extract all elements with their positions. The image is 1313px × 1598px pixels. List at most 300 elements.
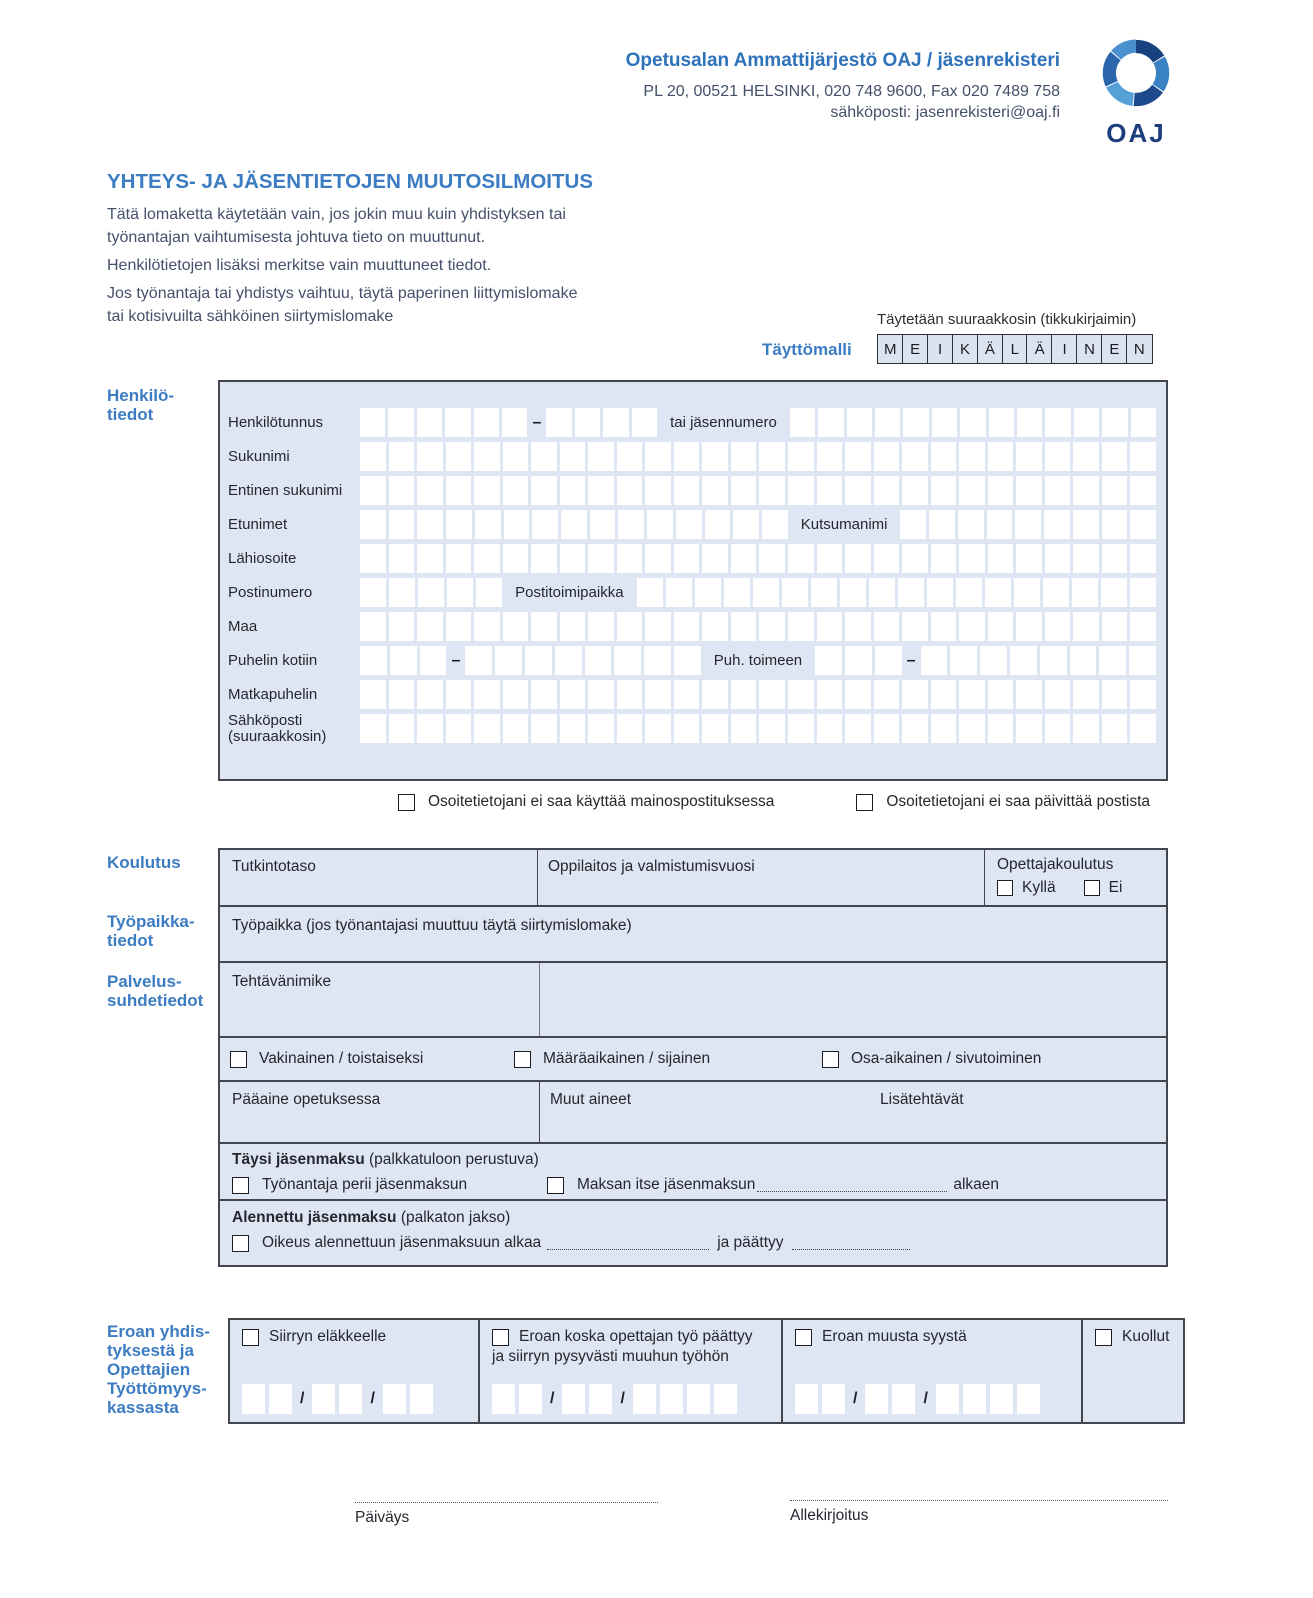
input-cell[interactable] (560, 612, 586, 641)
input-cell[interactable] (815, 646, 842, 675)
input-cell[interactable] (988, 714, 1014, 743)
input-cell[interactable] (950, 646, 977, 675)
input-cell[interactable] (614, 646, 641, 675)
input-cell[interactable] (617, 714, 643, 743)
input-cell[interactable] (988, 476, 1014, 505)
input-cell[interactable] (618, 510, 644, 539)
input-cell[interactable] (1072, 578, 1098, 607)
input-cell[interactable] (674, 646, 701, 675)
input-cell[interactable] (902, 442, 928, 471)
date-digit-cell[interactable] (633, 1384, 656, 1414)
input-cell[interactable] (645, 544, 671, 573)
signature-line[interactable] (790, 1487, 1168, 1501)
optout-mailing-checkbox[interactable] (398, 794, 415, 811)
input-cell[interactable] (959, 680, 985, 709)
date-digit-cell[interactable] (383, 1384, 406, 1414)
input-cell[interactable] (503, 544, 529, 573)
input-cell[interactable] (417, 714, 443, 743)
resignation-checkbox[interactable] (1095, 1329, 1112, 1346)
input-cell[interactable] (845, 646, 872, 675)
input-cell[interactable] (790, 408, 815, 437)
input-cell[interactable] (560, 680, 586, 709)
input-cell[interactable] (903, 408, 928, 437)
input-cell[interactable] (474, 680, 500, 709)
input-cell[interactable] (1017, 408, 1042, 437)
input-cell[interactable] (575, 408, 600, 437)
input-cell[interactable] (902, 714, 928, 743)
input-cell[interactable] (417, 442, 443, 471)
date-digit-cell[interactable] (589, 1384, 612, 1414)
input-cell[interactable] (446, 680, 472, 709)
input-cell[interactable] (389, 510, 415, 539)
input-cell[interactable] (989, 408, 1014, 437)
input-cell[interactable] (420, 646, 447, 675)
input-cell[interactable] (645, 714, 671, 743)
self-pay-checkbox[interactable] (547, 1177, 564, 1194)
input-cell[interactable] (1073, 442, 1099, 471)
date-digit-cell[interactable] (562, 1384, 585, 1414)
input-cell[interactable] (474, 544, 500, 573)
input-cell[interactable] (702, 612, 728, 641)
input-cell[interactable] (731, 476, 757, 505)
input-cell[interactable] (360, 476, 386, 505)
input-cell[interactable] (980, 646, 1007, 675)
input-cell[interactable] (1016, 680, 1042, 709)
input-cell[interactable] (588, 544, 614, 573)
input-cell[interactable] (788, 442, 814, 471)
input-cell[interactable] (1045, 408, 1070, 437)
input-cell[interactable] (1130, 476, 1156, 505)
input-cell[interactable] (1102, 612, 1128, 641)
input-cell[interactable] (759, 612, 785, 641)
input-cell[interactable] (503, 442, 529, 471)
input-cell[interactable] (360, 510, 386, 539)
input-cell[interactable] (1073, 680, 1099, 709)
input-cell[interactable] (674, 612, 700, 641)
input-cell[interactable] (988, 612, 1014, 641)
input-cell[interactable] (959, 714, 985, 743)
input-cell[interactable] (617, 544, 643, 573)
input-cell[interactable] (985, 578, 1011, 607)
date-digit-cell[interactable] (687, 1384, 710, 1414)
input-cell[interactable] (360, 408, 385, 437)
input-cell[interactable] (1016, 612, 1042, 641)
input-cell[interactable] (988, 544, 1014, 573)
input-cell[interactable] (705, 510, 731, 539)
input-cell[interactable] (931, 544, 957, 573)
input-cell[interactable] (1045, 680, 1071, 709)
input-cell[interactable] (1129, 646, 1156, 675)
input-cell[interactable] (875, 408, 900, 437)
input-cell[interactable] (959, 544, 985, 573)
input-cell[interactable] (931, 442, 957, 471)
input-cell[interactable] (788, 612, 814, 641)
input-cell[interactable] (1045, 476, 1071, 505)
input-cell[interactable] (389, 476, 415, 505)
date-digit-cell[interactable] (795, 1384, 818, 1414)
resignation-checkbox[interactable] (795, 1329, 812, 1346)
input-cell[interactable] (417, 544, 443, 573)
input-cell[interactable] (502, 408, 527, 437)
input-cell[interactable] (417, 476, 443, 505)
input-cell[interactable] (817, 476, 843, 505)
teacher-training-yes-checkbox[interactable] (997, 880, 1013, 896)
input-cell[interactable] (898, 578, 924, 607)
input-cell[interactable] (927, 578, 953, 607)
input-cell[interactable] (588, 442, 614, 471)
input-cell[interactable] (588, 680, 614, 709)
input-cell[interactable] (1016, 714, 1042, 743)
input-cell[interactable] (1016, 442, 1042, 471)
reduced-fee-start-line[interactable] (547, 1236, 709, 1250)
input-cell[interactable] (840, 578, 866, 607)
part-time-checkbox[interactable] (822, 1051, 839, 1068)
input-cell[interactable] (388, 408, 413, 437)
input-cell[interactable] (588, 714, 614, 743)
input-cell[interactable] (956, 578, 982, 607)
input-cell[interactable] (446, 476, 472, 505)
input-cell[interactable] (874, 442, 900, 471)
input-cell[interactable] (531, 714, 557, 743)
reduced-fee-checkbox[interactable] (232, 1235, 249, 1252)
input-cell[interactable] (1102, 408, 1127, 437)
input-cell[interactable] (644, 646, 671, 675)
input-cell[interactable] (666, 578, 692, 607)
date-digit-cell[interactable] (865, 1384, 888, 1414)
input-cell[interactable] (845, 680, 871, 709)
input-cell[interactable] (702, 476, 728, 505)
date-digit-cell[interactable] (339, 1384, 362, 1414)
input-cell[interactable] (474, 408, 499, 437)
input-cell[interactable] (759, 544, 785, 573)
input-cell[interactable] (360, 544, 386, 573)
input-cell[interactable] (759, 442, 785, 471)
input-cell[interactable] (637, 578, 663, 607)
input-cell[interactable] (731, 680, 757, 709)
input-cell[interactable] (702, 442, 728, 471)
input-cell[interactable] (921, 646, 948, 675)
input-cell[interactable] (585, 646, 612, 675)
resignation-checkbox[interactable] (242, 1329, 259, 1346)
date-digit-cell[interactable] (822, 1384, 845, 1414)
input-cell[interactable] (1102, 544, 1128, 573)
date-digit-cell[interactable] (492, 1384, 515, 1414)
input-cell[interactable] (603, 408, 628, 437)
input-cell[interactable] (875, 646, 902, 675)
input-cell[interactable] (531, 544, 557, 573)
input-cell[interactable] (931, 680, 957, 709)
input-cell[interactable] (874, 612, 900, 641)
input-cell[interactable] (1101, 578, 1127, 607)
input-cell[interactable] (474, 714, 500, 743)
input-cell[interactable] (960, 408, 985, 437)
input-cell[interactable] (902, 476, 928, 505)
input-cell[interactable] (988, 680, 1014, 709)
input-cell[interactable] (847, 408, 872, 437)
input-cell[interactable] (1073, 544, 1099, 573)
input-cell[interactable] (446, 714, 472, 743)
input-cell[interactable] (724, 578, 750, 607)
input-cell[interactable] (588, 476, 614, 505)
date-digit-cell[interactable] (410, 1384, 433, 1414)
job-title-extra-field[interactable] (540, 963, 1166, 1036)
input-cell[interactable] (1045, 612, 1071, 641)
input-cell[interactable] (845, 544, 871, 573)
input-cell[interactable] (645, 680, 671, 709)
input-cell[interactable] (1073, 510, 1099, 539)
input-cell[interactable] (503, 612, 529, 641)
input-cell[interactable] (360, 442, 386, 471)
input-cell[interactable] (1130, 442, 1156, 471)
input-cell[interactable] (1045, 442, 1071, 471)
input-cell[interactable] (1070, 646, 1097, 675)
input-cell[interactable] (617, 476, 643, 505)
input-cell[interactable] (731, 714, 757, 743)
input-cell[interactable] (817, 442, 843, 471)
input-cell[interactable] (447, 578, 473, 607)
input-cell[interactable] (531, 442, 557, 471)
input-cell[interactable] (1044, 510, 1070, 539)
input-cell[interactable] (617, 680, 643, 709)
input-cell[interactable] (817, 612, 843, 641)
input-cell[interactable] (446, 442, 472, 471)
input-cell[interactable] (1045, 714, 1071, 743)
input-cell[interactable] (929, 510, 955, 539)
input-cell[interactable] (702, 714, 728, 743)
input-cell[interactable] (389, 442, 415, 471)
date-digit-cell[interactable] (312, 1384, 335, 1414)
input-cell[interactable] (1130, 680, 1156, 709)
input-cell[interactable] (1102, 714, 1128, 743)
input-cell[interactable] (874, 476, 900, 505)
input-cell[interactable] (753, 578, 779, 607)
input-cell[interactable] (531, 476, 557, 505)
input-cell[interactable] (874, 714, 900, 743)
input-cell[interactable] (959, 476, 985, 505)
input-cell[interactable] (525, 646, 552, 675)
input-cell[interactable] (1131, 408, 1156, 437)
input-cell[interactable] (531, 680, 557, 709)
date-line[interactable] (355, 1489, 658, 1503)
date-digit-cell[interactable] (269, 1384, 292, 1414)
degree-level-field[interactable]: Tutkintotaso (220, 850, 538, 905)
input-cell[interactable] (676, 510, 702, 539)
date-digit-cell[interactable] (660, 1384, 683, 1414)
input-cell[interactable] (360, 612, 386, 641)
teacher-training-no-checkbox[interactable] (1084, 880, 1100, 896)
input-cell[interactable] (1074, 408, 1099, 437)
input-cell[interactable] (674, 544, 700, 573)
input-cell[interactable] (902, 680, 928, 709)
input-cell[interactable] (811, 578, 837, 607)
input-cell[interactable] (674, 714, 700, 743)
input-cell[interactable] (987, 510, 1013, 539)
input-cell[interactable] (674, 680, 700, 709)
input-cell[interactable] (560, 442, 586, 471)
input-cell[interactable] (702, 680, 728, 709)
input-cell[interactable] (759, 476, 785, 505)
input-cell[interactable] (788, 476, 814, 505)
input-cell[interactable] (1102, 680, 1128, 709)
input-cell[interactable] (731, 544, 757, 573)
fixed-term-checkbox[interactable] (514, 1051, 531, 1068)
input-cell[interactable] (1130, 714, 1156, 743)
input-cell[interactable] (674, 442, 700, 471)
input-cell[interactable] (503, 476, 529, 505)
input-cell[interactable] (389, 578, 415, 607)
input-cell[interactable] (474, 612, 500, 641)
input-cell[interactable] (617, 612, 643, 641)
input-cell[interactable] (1102, 510, 1128, 539)
additional-tasks-field[interactable]: Lisätehtävät (880, 1091, 964, 1108)
input-cell[interactable] (874, 544, 900, 573)
reduced-fee-end-line[interactable] (792, 1236, 910, 1250)
input-cell[interactable] (1130, 544, 1156, 573)
input-cell[interactable] (1102, 476, 1128, 505)
input-cell[interactable] (845, 612, 871, 641)
input-cell[interactable] (446, 510, 472, 539)
input-cell[interactable] (1016, 544, 1042, 573)
input-cell[interactable] (475, 510, 501, 539)
input-cell[interactable] (695, 578, 721, 607)
input-cell[interactable] (503, 680, 529, 709)
input-cell[interactable] (1099, 646, 1126, 675)
input-cell[interactable] (1073, 476, 1099, 505)
input-cell[interactable] (531, 612, 557, 641)
permanent-checkbox[interactable] (230, 1051, 247, 1068)
input-cell[interactable] (560, 476, 586, 505)
input-cell[interactable] (445, 408, 470, 437)
input-cell[interactable] (632, 408, 657, 437)
input-cell[interactable] (465, 646, 492, 675)
input-cell[interactable] (1040, 646, 1067, 675)
input-cell[interactable] (845, 442, 871, 471)
input-cell[interactable] (1015, 510, 1041, 539)
date-digit-cell[interactable] (892, 1384, 915, 1414)
input-cell[interactable] (958, 510, 984, 539)
input-cell[interactable] (788, 714, 814, 743)
input-cell[interactable] (902, 612, 928, 641)
input-cell[interactable] (1073, 612, 1099, 641)
input-cell[interactable] (959, 612, 985, 641)
date-digit-cell[interactable] (242, 1384, 265, 1414)
input-cell[interactable] (503, 714, 529, 743)
input-cell[interactable] (389, 680, 415, 709)
input-cell[interactable] (389, 612, 415, 641)
input-cell[interactable] (561, 510, 587, 539)
date-digit-cell[interactable] (990, 1384, 1013, 1414)
input-cell[interactable] (1010, 646, 1037, 675)
input-cell[interactable] (1014, 578, 1040, 607)
input-cell[interactable] (360, 714, 386, 743)
date-digit-cell[interactable] (1017, 1384, 1040, 1414)
other-subjects-field[interactable]: Muut aineet (550, 1091, 631, 1108)
input-cell[interactable] (845, 714, 871, 743)
input-cell[interactable] (504, 510, 530, 539)
input-cell[interactable] (988, 442, 1014, 471)
input-cell[interactable] (817, 714, 843, 743)
input-cell[interactable] (931, 714, 957, 743)
input-cell[interactable] (932, 408, 957, 437)
input-cell[interactable] (874, 680, 900, 709)
job-title-field[interactable]: Tehtävänimike (220, 963, 540, 1036)
input-cell[interactable] (931, 612, 957, 641)
date-digit-cell[interactable] (519, 1384, 542, 1414)
input-cell[interactable] (390, 646, 417, 675)
input-cell[interactable] (645, 442, 671, 471)
input-cell[interactable] (555, 646, 582, 675)
input-cell[interactable] (446, 612, 472, 641)
input-cell[interactable] (900, 510, 926, 539)
input-cell[interactable] (1045, 544, 1071, 573)
workplace-field-label[interactable]: Työpaikka (jos työnantajasi muuttuu täytä siirtymislomake) (232, 917, 632, 934)
input-cell[interactable] (360, 680, 386, 709)
input-cell[interactable] (560, 714, 586, 743)
optout-postal-update-checkbox[interactable] (856, 794, 873, 811)
input-cell[interactable] (788, 680, 814, 709)
input-cell[interactable] (1102, 442, 1128, 471)
input-cell[interactable] (474, 476, 500, 505)
input-cell[interactable] (1130, 612, 1156, 641)
input-cell[interactable] (417, 510, 443, 539)
input-cell[interactable] (495, 646, 522, 675)
input-cell[interactable] (869, 578, 895, 607)
input-cell[interactable] (759, 680, 785, 709)
date-digit-cell[interactable] (963, 1384, 986, 1414)
input-cell[interactable] (418, 578, 444, 607)
input-cell[interactable] (818, 408, 843, 437)
self-pay-date-line[interactable] (757, 1178, 947, 1192)
input-cell[interactable] (645, 476, 671, 505)
input-cell[interactable] (674, 476, 700, 505)
input-cell[interactable] (902, 544, 928, 573)
input-cell[interactable] (959, 442, 985, 471)
input-cell[interactable] (360, 578, 386, 607)
input-cell[interactable] (476, 578, 502, 607)
input-cell[interactable] (1016, 476, 1042, 505)
input-cell[interactable] (931, 476, 957, 505)
input-cell[interactable] (645, 612, 671, 641)
input-cell[interactable] (590, 510, 616, 539)
institution-field[interactable]: Oppilaitos ja valmistumisvuosi (538, 850, 985, 905)
input-cell[interactable] (733, 510, 759, 539)
input-cell[interactable] (474, 442, 500, 471)
input-cell[interactable] (788, 544, 814, 573)
date-digit-cell[interactable] (714, 1384, 737, 1414)
input-cell[interactable] (762, 510, 788, 539)
input-cell[interactable] (1073, 714, 1099, 743)
input-cell[interactable] (446, 544, 472, 573)
input-cell[interactable] (417, 680, 443, 709)
main-subject-field[interactable]: Pääaine opetuksessa (220, 1082, 540, 1142)
input-cell[interactable] (617, 442, 643, 471)
input-cell[interactable] (546, 408, 571, 437)
input-cell[interactable] (532, 510, 558, 539)
input-cell[interactable] (588, 612, 614, 641)
input-cell[interactable] (647, 510, 673, 539)
input-cell[interactable] (817, 544, 843, 573)
input-cell[interactable] (560, 544, 586, 573)
input-cell[interactable] (360, 646, 387, 675)
input-cell[interactable] (1130, 578, 1156, 607)
input-cell[interactable] (702, 544, 728, 573)
input-cell[interactable] (389, 544, 415, 573)
input-cell[interactable] (417, 408, 442, 437)
input-cell[interactable] (1043, 578, 1069, 607)
input-cell[interactable] (731, 612, 757, 641)
resignation-checkbox[interactable] (492, 1329, 509, 1346)
input-cell[interactable] (731, 442, 757, 471)
